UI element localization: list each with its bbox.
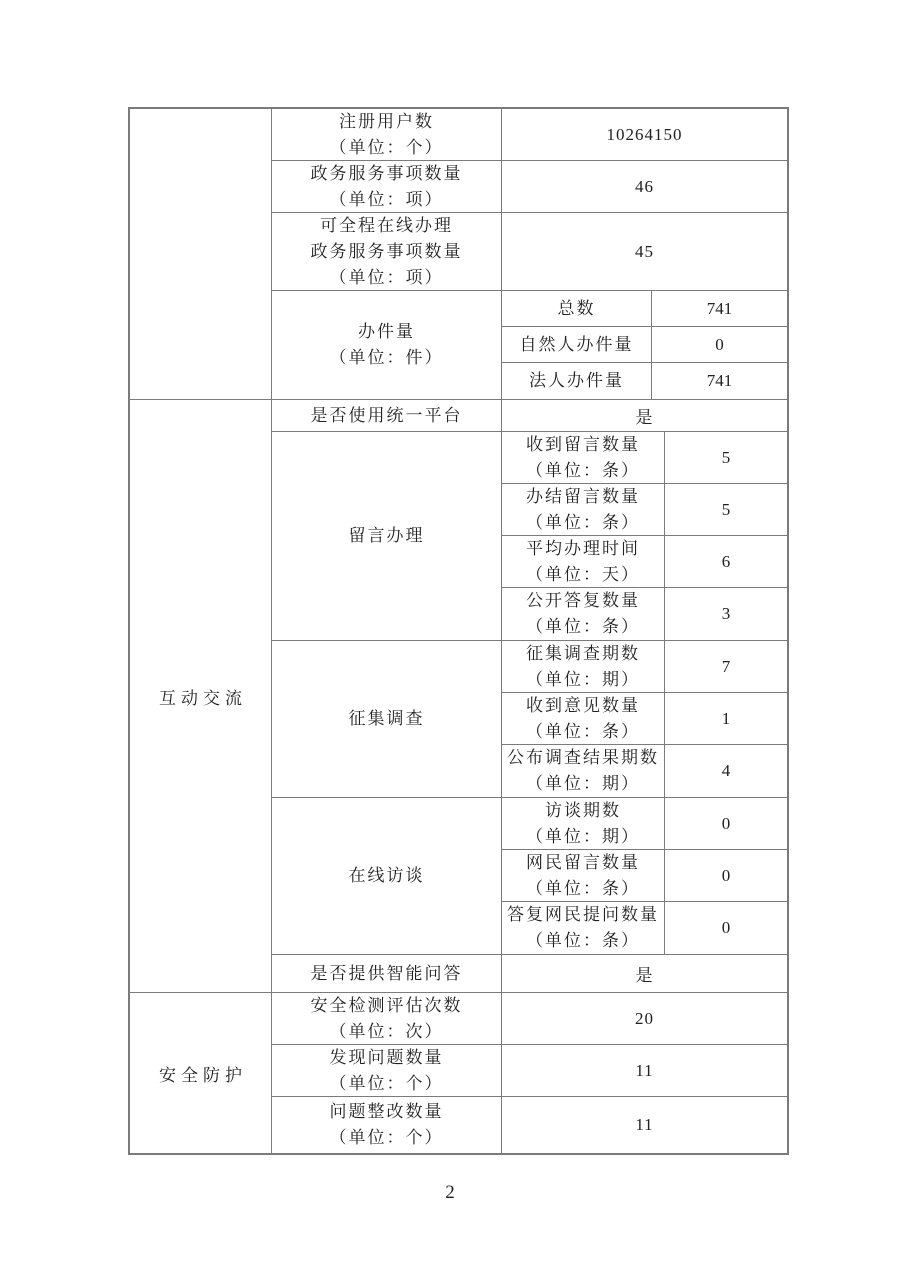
subrow-label: 总数 bbox=[502, 291, 652, 326]
subrow-label-text: 收到留言数量 bbox=[526, 434, 640, 454]
subrow-label-text: 收到意见数量 bbox=[526, 695, 640, 715]
row-group-surveys bbox=[272, 641, 787, 798]
row-value: 10264150 bbox=[606, 124, 683, 144]
subrow-interview-periods bbox=[502, 798, 787, 850]
row-unit-text: （单位：个） bbox=[329, 137, 444, 157]
row-group-interviews bbox=[272, 798, 787, 955]
subrow-value: 4 bbox=[721, 761, 731, 780]
row-label-text: 是否提供智能问答 bbox=[310, 963, 463, 983]
group-label bbox=[272, 641, 502, 797]
subrow-legal-person bbox=[502, 363, 787, 399]
row-service-items bbox=[272, 161, 787, 213]
subrow-label bbox=[502, 484, 665, 535]
row-value: 45 bbox=[635, 241, 654, 261]
group-label-text: 在线访谈 bbox=[348, 866, 425, 885]
row-label-text: 安全检测评估次数 bbox=[310, 995, 463, 1015]
row-unit-text: （单位：项） bbox=[329, 189, 444, 209]
row-label bbox=[272, 1045, 502, 1096]
subrow-label-text: 平均办理时间 bbox=[526, 538, 640, 558]
row-value: 46 bbox=[635, 176, 654, 196]
row-problems-found bbox=[272, 1045, 787, 1097]
subrow-label-text: 访谈期数 bbox=[545, 800, 621, 820]
subrow-value: 3 bbox=[721, 604, 731, 623]
subrow-value: 6 bbox=[721, 551, 731, 571]
row-label-text: 可全程在线办理 bbox=[320, 215, 453, 235]
row-unit-text: （单位：次） bbox=[329, 1021, 444, 1041]
subrow-label bbox=[502, 798, 665, 849]
section-label-interaction: 互动交流 bbox=[130, 400, 272, 992]
row-label bbox=[272, 993, 502, 1044]
subrow-label-text: 公开答复数量 bbox=[526, 591, 640, 610]
subrow-opinions-received bbox=[502, 693, 787, 745]
subrow-questions-answered bbox=[502, 902, 787, 954]
row-security-assessments bbox=[272, 993, 787, 1045]
subrow-label-text: 公布调查结果期数 bbox=[507, 748, 659, 767]
row-online-service-items bbox=[272, 213, 787, 291]
row-group-messages bbox=[272, 432, 787, 641]
group-label-text: 征集调查 bbox=[348, 709, 425, 728]
page-number: 2 bbox=[445, 1182, 455, 1203]
row-value: 20 bbox=[635, 1008, 654, 1028]
subrow-label bbox=[502, 745, 665, 797]
subrow-unit-text: （单位：条） bbox=[526, 460, 640, 480]
row-label bbox=[272, 213, 502, 290]
subrow-value: 0 bbox=[721, 918, 731, 937]
row-label bbox=[272, 109, 502, 160]
row-label bbox=[272, 1097, 502, 1153]
row-value: 11 bbox=[635, 1060, 654, 1080]
subrow-value: 1 bbox=[721, 708, 731, 728]
subrow-label bbox=[502, 432, 665, 483]
subrow-label: 法人办件量 bbox=[502, 363, 652, 399]
subrow-label-text: 网民留言数量 bbox=[526, 852, 640, 872]
subrow-unit-text: （单位：期） bbox=[526, 826, 640, 846]
subrow-value: 5 bbox=[721, 447, 731, 467]
group-label bbox=[272, 432, 502, 640]
subrow-natural-person bbox=[502, 327, 787, 363]
section-service bbox=[130, 109, 787, 400]
row-label bbox=[272, 955, 502, 992]
row-unit-text: （单位：项） bbox=[329, 267, 444, 287]
subrow-value: 7 bbox=[721, 656, 731, 676]
row-unit-text: （单位：个） bbox=[329, 1128, 444, 1147]
row-label-text: 注册用户数 bbox=[339, 111, 434, 131]
row-label-text: 政务服务事项数量 bbox=[310, 241, 463, 261]
subrow-unit-text: （单位：期） bbox=[526, 774, 640, 793]
subrow-label-text: 答复网民提问数量 bbox=[507, 905, 659, 924]
row-problems-fixed bbox=[272, 1097, 787, 1153]
subrow-public-replies bbox=[502, 588, 787, 640]
subrow-label bbox=[502, 588, 665, 640]
section-interaction bbox=[130, 400, 787, 993]
row-value: 11 bbox=[635, 1115, 654, 1134]
subrow-unit-text: （单位：期） bbox=[526, 669, 640, 689]
row-value: 是 bbox=[635, 408, 654, 427]
row-label-text: 是否使用统一平台 bbox=[310, 405, 463, 425]
subrow-unit-text: （单位：条） bbox=[526, 878, 640, 898]
subrow-results-published bbox=[502, 745, 787, 797]
subrow-value: 0 bbox=[721, 813, 731, 833]
subrow-unit-text: （单位：条） bbox=[526, 721, 640, 741]
row-label-text: 政务服务事项数量 bbox=[310, 163, 463, 183]
subrow-label bbox=[502, 641, 665, 692]
subrow-label-text: 办结留言数量 bbox=[526, 486, 640, 506]
group-unit-text: （单位：件） bbox=[329, 348, 444, 367]
row-label bbox=[272, 161, 502, 212]
subrow-label-text: 征集调查期数 bbox=[526, 643, 640, 663]
group-label-text: 办件量 bbox=[358, 322, 415, 341]
subrow-value: 741 bbox=[706, 298, 733, 318]
row-unit-text: （单位：个） bbox=[329, 1073, 444, 1093]
subrow-value: 5 bbox=[721, 499, 731, 519]
subrow-label: 自然人办件量 bbox=[502, 327, 652, 362]
subrow-netizen-messages bbox=[502, 850, 787, 902]
section-label-security: 安全防护 bbox=[130, 993, 272, 1153]
subrow-unit-text: （单位：天） bbox=[526, 564, 640, 584]
subrow-avg-processing-time bbox=[502, 536, 787, 588]
subrow-unit-text: （单位：条） bbox=[526, 617, 640, 636]
row-label-text: 发现问题数量 bbox=[329, 1047, 444, 1067]
row-registered-users bbox=[272, 109, 787, 161]
subrow-unit-text: （单位：条） bbox=[526, 512, 640, 532]
subrow-label bbox=[502, 693, 665, 744]
subrow-value: 741 bbox=[706, 371, 733, 390]
row-unified-platform bbox=[272, 400, 787, 432]
subrow-messages-received bbox=[502, 432, 787, 484]
row-label-text: 问题整改数量 bbox=[329, 1102, 444, 1121]
subrow-label bbox=[502, 850, 665, 901]
subrow-label bbox=[502, 536, 665, 587]
row-group-caseload bbox=[272, 291, 787, 399]
group-label bbox=[272, 798, 502, 954]
section-label-empty bbox=[130, 109, 272, 399]
subrow-messages-closed bbox=[502, 484, 787, 536]
report-table bbox=[128, 107, 789, 1155]
subrow-value: 0 bbox=[721, 865, 731, 885]
group-label-text: 留言办理 bbox=[348, 526, 425, 545]
row-value: 是 bbox=[635, 966, 654, 985]
subrow-label bbox=[502, 902, 665, 954]
subrow-total bbox=[502, 291, 787, 327]
group-label bbox=[272, 291, 502, 399]
subrow-survey-periods bbox=[502, 641, 787, 693]
subrow-unit-text: （单位：条） bbox=[526, 931, 640, 950]
subrow-value: 0 bbox=[715, 334, 724, 354]
section-security bbox=[130, 993, 787, 1153]
row-label bbox=[272, 400, 502, 431]
row-smart-qa bbox=[272, 955, 787, 992]
